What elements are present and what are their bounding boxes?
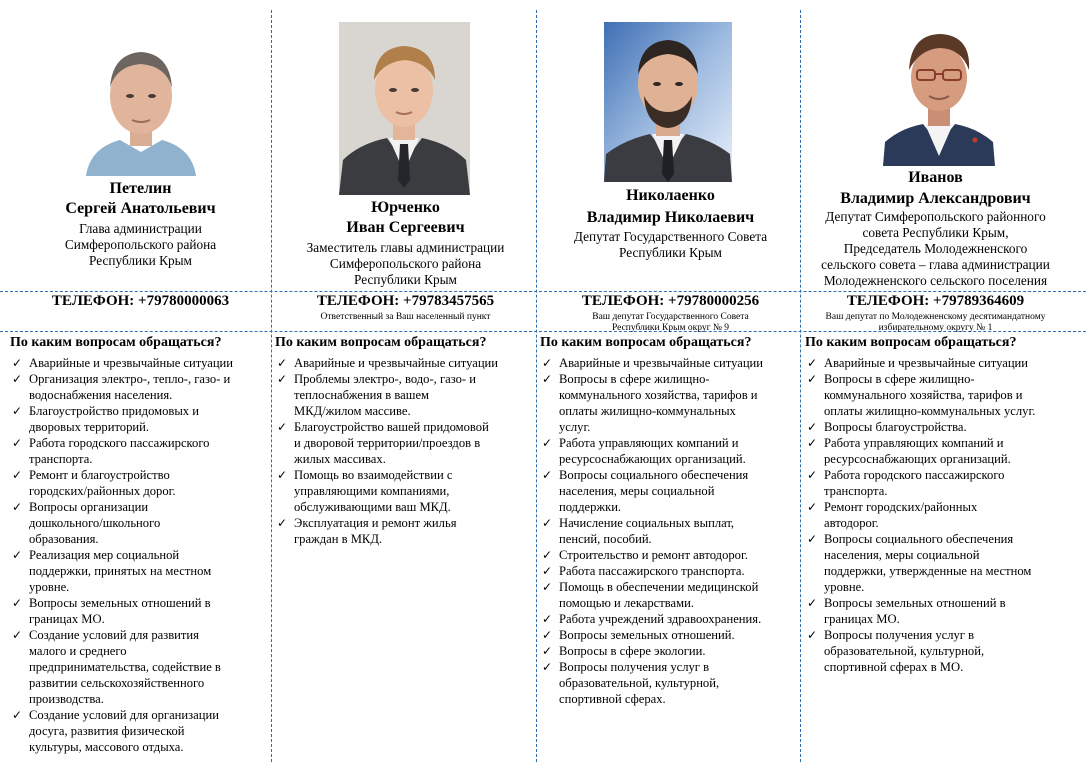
list-item: ✓ Аварийные и чрезвычайные ситуации xyxy=(12,356,234,370)
phone-number[interactable]: ТЕЛЕФОН: +79780000063 xyxy=(51,293,230,309)
check-icon: ✓ xyxy=(277,468,288,482)
list-item: ✓ Благоустройство придомовых и дворовых территорий. xyxy=(12,404,199,434)
check-icon: ✓ xyxy=(12,436,23,450)
check-icon: ✓ xyxy=(542,612,553,626)
check-icon: ✓ xyxy=(807,500,818,514)
list-item: ✓ Вопросы социального обеспечения населения, меры социальной поддержки. xyxy=(542,468,749,514)
topics-list xyxy=(10,355,272,755)
role-line: Молодежненского сельского поселения xyxy=(823,273,1048,288)
check-icon: ✓ xyxy=(542,468,553,482)
list-item: ✓ Вопросы в сфере экологии. xyxy=(542,644,706,658)
role-line: Председатель Молодежненского xyxy=(843,241,1028,256)
phone-note: Ваш депутат по Молодежненскому десятимандатному xyxy=(825,312,1046,322)
topics-list xyxy=(805,355,1079,675)
check-icon: ✓ xyxy=(12,548,23,562)
phone-note: Ответственный за Ваш населенный пункт xyxy=(320,312,491,322)
role-line: Депутат Государственного Совета xyxy=(573,229,768,244)
portrait-photo xyxy=(604,22,732,182)
list-item: ✓ Вопросы благоустройства. xyxy=(807,420,967,434)
given-names: Владимир Александрович xyxy=(840,190,1031,207)
check-icon: ✓ xyxy=(12,468,23,482)
role-line: Заместитель главы администрации xyxy=(306,240,505,255)
check-icon: ✓ xyxy=(807,468,818,482)
list-item: ✓ Вопросы социального обеспечения населения, меры социальной поддержки, утвержденные на местном уровне. xyxy=(807,532,1032,594)
list-item: ✓ Благоустройство вашей придомовой и дворовой территории/проездов в жилых массивах. xyxy=(277,420,489,466)
list-item: ✓ Вопросы в сфере жилищно- коммунального хозяйства, тарифов и оплаты жилищно-коммунальных услуг. xyxy=(807,372,1036,418)
list-item: ✓ Строительство и ремонт автодорог. xyxy=(542,548,748,562)
role-line: сельского совета – глава администрации xyxy=(821,257,1050,272)
role-line: Республики Крым xyxy=(354,272,457,287)
check-icon: ✓ xyxy=(277,516,288,530)
deputy-card-ivanov xyxy=(803,0,1081,768)
list-item: ✓ Работа городского пассажирского транспорта. xyxy=(807,468,1005,498)
check-icon: ✓ xyxy=(807,372,818,386)
questions-heading: По каким вопросам обращаться? xyxy=(10,335,222,350)
check-icon: ✓ xyxy=(542,356,553,370)
surname: Петелин xyxy=(109,180,172,197)
list-item: ✓ Организация электро-, тепло-, газо- и водоснабжения населения. xyxy=(12,372,231,402)
list-item: ✓ Ремонт городских/районных автодорог. xyxy=(807,500,978,530)
given-names: Иван Сергеевич xyxy=(346,219,465,236)
list-item: ✓ Эксплуатация и ремонт жилья граждан в МКД. xyxy=(277,516,457,546)
check-icon: ✓ xyxy=(12,372,23,386)
check-icon: ✓ xyxy=(542,660,553,674)
role-line: Республики Крым xyxy=(89,253,192,268)
list-item: ✓ Помощь в обеспечении медицинской помощью и лекарствами. xyxy=(542,580,759,610)
role-line: совета Республики Крым, xyxy=(862,225,1009,240)
check-icon: ✓ xyxy=(807,596,818,610)
list-item: ✓ Создание условий для развития малого и среднего предпринимательства, содействие в развитии сельскохозяйственного производства. xyxy=(12,628,221,706)
check-icon: ✓ xyxy=(12,596,23,610)
list-item: ✓ Работа управляющих компаний и ресурсоснабжающих организаций. xyxy=(807,436,1011,466)
questions-heading: По каким вопросам обращаться? xyxy=(275,335,487,350)
questions-heading: По каким вопросам обращаться? xyxy=(540,335,752,350)
given-names: Сергей Анатольевич xyxy=(65,200,216,217)
list-item: ✓ Работа учреждений здравоохранения. xyxy=(542,612,762,626)
check-icon: ✓ xyxy=(12,500,23,514)
role-line: Депутат Симферопольского районного xyxy=(825,209,1046,224)
list-item: ✓ Вопросы земельных отношений. xyxy=(542,628,735,642)
list-item: ✓ Проблемы электро-, водо-, газо- и теплоснабжения в вашем МКД/жилом массиве. xyxy=(277,372,477,418)
check-icon: ✓ xyxy=(542,564,553,578)
check-icon: ✓ xyxy=(542,436,553,450)
check-icon: ✓ xyxy=(807,420,818,434)
deputy-card-yurchenko xyxy=(273,0,538,768)
surname: Николаенко xyxy=(626,187,715,204)
list-item: ✓ Создание условий для организации досуга, развития физической культуры, массового отдыха. xyxy=(12,708,219,754)
check-icon: ✓ xyxy=(807,356,818,370)
portrait-photo xyxy=(883,24,995,166)
phone-number[interactable]: ТЕЛЕФОН: +79780000256 xyxy=(581,293,760,309)
list-item: ✓ Аварийные и чрезвычайные ситуации xyxy=(277,356,499,370)
phone-number[interactable]: ТЕЛЕФОН: +79789364609 xyxy=(846,293,1025,309)
portrait-photo xyxy=(339,22,470,195)
questions-heading: По каким вопросам обращаться? xyxy=(805,335,1017,350)
check-icon: ✓ xyxy=(807,628,818,642)
list-item: ✓ Ремонт и благоустройство городских/районных дорог. xyxy=(12,468,176,498)
role-line: Симферопольского района xyxy=(64,237,217,252)
list-item: ✓ Работа городского пассажирского транспорта. xyxy=(12,436,210,466)
check-icon: ✓ xyxy=(277,420,288,434)
list-item: ✓ Начисление социальных выплат, пенсий, пособий. xyxy=(542,516,735,546)
surname: Иванов xyxy=(908,169,963,186)
list-item: ✓ Вопросы получения услуг в образовательной, культурной, спортивной сферах в МО. xyxy=(807,628,985,674)
surname: Юрченко xyxy=(371,199,440,216)
list-item: ✓ Работа пассажирского транспорта. xyxy=(542,564,745,578)
portrait-photo xyxy=(80,30,202,176)
list-item: ✓ Вопросы организации дошкольного/школьного образования. xyxy=(12,500,161,546)
list-item: ✓ Вопросы земельных отношений в границах МО. xyxy=(807,596,1006,626)
list-item: ✓ Помощь во взаимодействии с управляющими компаниями, обслуживающими ваш МКД. xyxy=(277,468,453,514)
check-icon: ✓ xyxy=(12,708,23,722)
list-item: ✓ Вопросы в сфере жилищно- коммунального хозяйства, тарифов и оплаты жилищно-коммунальных услуг. xyxy=(542,372,758,434)
list-item: ✓ Аварийные и чрезвычайные ситуации xyxy=(807,356,1029,370)
role-line: Глава администрации xyxy=(79,221,202,236)
check-icon: ✓ xyxy=(542,548,553,562)
list-item: ✓ Вопросы земельных отношений в границах МО. xyxy=(12,596,211,626)
given-names: Владимир Николаевич xyxy=(586,209,755,226)
deputy-card-petelin xyxy=(8,0,273,768)
check-icon: ✓ xyxy=(542,628,553,642)
check-icon: ✓ xyxy=(12,404,23,418)
check-icon: ✓ xyxy=(12,628,23,642)
list-item: ✓ Вопросы получения услуг в образовательной, культурной, спортивной сферах. xyxy=(542,660,720,706)
check-icon: ✓ xyxy=(277,372,288,386)
phone-number[interactable]: ТЕЛЕФОН: +79783457565 xyxy=(316,293,495,309)
check-icon: ✓ xyxy=(542,516,553,530)
phone-note: Республики Крым округ № 9 xyxy=(611,323,730,333)
check-icon: ✓ xyxy=(542,580,553,594)
topics-list xyxy=(275,355,537,547)
role-line: Симферопольского района xyxy=(329,256,482,271)
phone-note: Ваш депутат Государственного Совета xyxy=(592,312,749,322)
check-icon: ✓ xyxy=(542,644,553,658)
deputy-card-nikolaenko xyxy=(538,0,803,768)
phone-note: избирательному округу № 1 xyxy=(878,323,993,333)
check-icon: ✓ xyxy=(12,356,23,370)
check-icon: ✓ xyxy=(807,436,818,450)
list-item: ✓ Работа управляющих компаний и ресурсоснабжающих организаций. xyxy=(542,436,746,466)
topics-list xyxy=(540,355,802,707)
list-item: ✓ Реализация мер социальной поддержки, принятых на местном уровне. xyxy=(12,548,212,594)
role-line: Республики Крым xyxy=(619,245,722,260)
check-icon: ✓ xyxy=(277,356,288,370)
list-item: ✓ Аварийные и чрезвычайные ситуации xyxy=(542,356,764,370)
check-icon: ✓ xyxy=(542,372,553,386)
check-icon: ✓ xyxy=(807,532,818,546)
